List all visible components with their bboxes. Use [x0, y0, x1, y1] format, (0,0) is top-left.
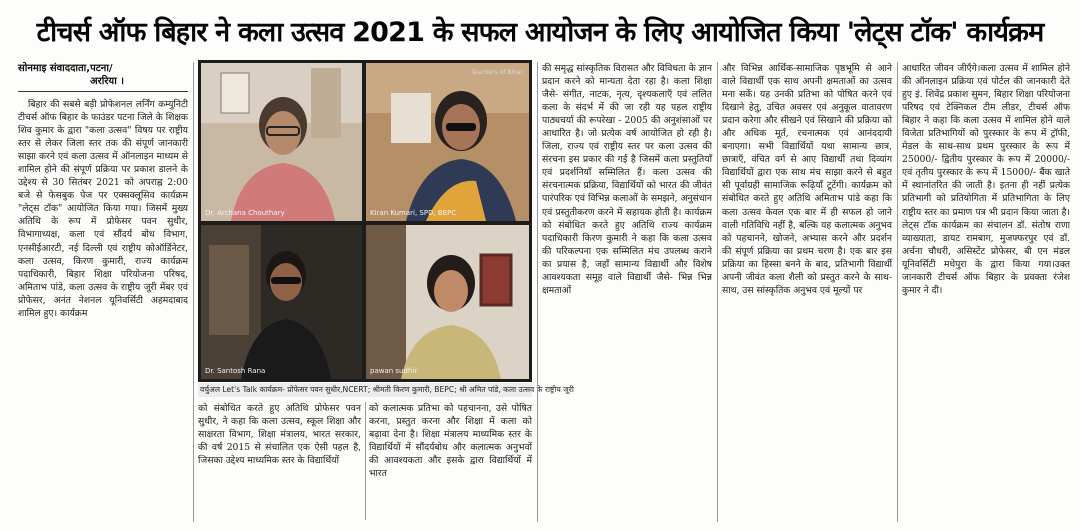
participant-1-name: Dr. Archana Chouthary — [205, 209, 285, 217]
participant-2-name: Kiran Kumari, SPD, BEPC — [370, 209, 457, 217]
participant-4-image — [366, 225, 529, 379]
participant-tile-3 — [201, 225, 362, 379]
byline-location: अररिया । — [90, 76, 125, 87]
column-3-text: को कलात्मक प्रतिभा को पहचानना, उसे पोषित करना, प्रस्तुत करना और शिक्षा में कला को बढ़ावा देना है। शिक्षा मंत्रालय माध्यमिक स्तर के विद्यार्थियों में सौंदर्यबोध और कलात्मक अनुभवों की आवश्यकता और इसके द्वारा विद्यार्थियों में भारत — [369, 403, 532, 480]
column-2-text: को संबोधित करते हुए अतिथि प्रोफेसर पवन सुधीर, ने कहा कि कला उत्सव, स्कूल शिक्षा और साक्षरता विभाग, शिक्षा मंत्रालय, भारत सरकार, की वर्ष 2015 से संचालित एक ऐसी पहल है, जिसका उद्देश्य माध्यमिक स्तर के विद्यार्थियों — [198, 403, 361, 467]
article-column-5 — [722, 62, 892, 520]
participant-3-image — [201, 225, 362, 379]
channel-logo: Teachers of Bihar — [471, 69, 523, 76]
participant-4-name: pawan sudhir — [370, 367, 418, 375]
participant-3-name: Dr. Santosh Rana — [205, 367, 266, 375]
column-rule — [537, 62, 538, 522]
participant-tile-2 — [366, 63, 529, 221]
column-rule — [897, 62, 898, 522]
column-4-text: की समृद्ध सांस्कृतिक विरासत और विविधता के ज्ञान प्रदान करने को मान्यता देता रहा है। कला शिक्षा जैसे- संगीत, नाटक, नृत्य, दृश्यकलाएँ एवं ललित कला के संदर्भ में की जा रही यह पहल राष्ट्रीय पाठ्यचर्या की रूपरेखा - 2005 की अनुशंसाओं पर आधारित है। जो प्रत्येक वर्ष आयोजित हो रही है। जिला, राज्य एवं राष्ट्रीय स्तर पर कला उत्सव की संरचना इस प्रकार की गई है जिसमें कला प्रस्तुतियाँ एवं प्रदर्शनियाँ सम्मिलित हैं। कला उत्सव की संरचनात्मक प्रक्रिया, विद्यार्थियों को भारत की जीवंत पारंपरिक एवं विभिन्न कलाओं के समझने, अनुसंधान एवं प्रस्तुतीकरण करने में सहायक होती है। कार्यक्रम को संबोधित करते हुए अतिथि राज्य कार्यक्रम पदाधिकारी किरण कुमारी ने कहा कि कला उत्सव की परिकल्पना एक सम्मिलित मंच उपलब्ध कराने का प्रयास है, जहाँ सामान्य विद्यार्थी और विशेष आवश्यकता समूह वाले विद्यार्थी जैसे- भिन्न भिन्न क्षमताओं — [542, 63, 712, 296]
video-call-photo — [198, 60, 532, 382]
participant-2-image — [366, 63, 529, 221]
byline-reporter: सोनमाइ संवाददाता,पटना/ — [18, 63, 113, 74]
participant-tile-4 — [366, 225, 529, 379]
article-column-4 — [542, 62, 712, 520]
column-rule — [717, 62, 718, 522]
article-column-2 — [198, 402, 361, 520]
byline-rule — [18, 91, 188, 92]
column-rule — [365, 402, 366, 520]
column-rule — [193, 62, 194, 522]
byline — [18, 62, 188, 88]
participant-1-image — [201, 63, 362, 221]
column-1-text: बिहार की सबसे बड़ी प्रोफेशनल लर्निंग कम्युनिटी टीचर्स ऑफ बिहार के फाउंडर पटना जिले के शिक्षक शिव कुमार के द्वारा "कला उत्सव" विषय पर राष्ट्रीय स्तर से लेकर जिला स्तर तक की संपूर्ण जानकारी साझा करने एवं कला उत्सव में ऑनलाइन माध्यम से शामिल होने की संपूर्ण प्रक्रिया पर प्रकाश डालने के उद्देश्य से 30 सितंबर 2021 को अपराह्न 2:00 बजे से फेसबुक पेज पर एक्सक्लूसिव कार्यक्रम "लेट्स टॉक" आयोजित किया गया। जिसमें मुख्य अतिथि के रूप में प्रोफेसर पवन सुधीर, विभागाध्यक्ष, कला एवं सौंदर्य बोध विभाग, एनसीईआरटी, नई दिल्ली एवं राष्ट्रीय कोऑर्डिनेटर, कला उत्सव, किरण कुमारी, राज्य कार्यक्रम पदाधिकारी, बिहार शिक्षा परियोजना परिषद, अमिताभ पांडे, कला उत्सव के राष्ट्रीय जूरी मेंबर एवं प्रोफेसर, अनंत नेशनल यूनिवर्सिटी अहमदाबाद शामिल हुए। कार्यक्रम — [18, 99, 188, 319]
headline: टीचर्स ऑफ बिहार ने कला उत्सव 2021 के सफल आयोजन के लिए आयोजित किया 'लेट्स टॉक' कार्यक्रम — [36, 16, 1044, 48]
column-5-text: और विभिन्न आर्थिक-सामाजिक पृष्ठभूमि से आने वाले विद्यार्थी एक साथ अपनी क्षमताओं का उत्सव मना सकें। यह उनकी प्रतिभा को पोषित करने एवं दिखाने हेतु, उचित अवसर एवं अनुकूल वातावरण प्रदान करेगा और सीखने एवं सिखाने की प्रक्रिया को और अधिक मूर्त, रचनात्मक एवं आनंददायी बनाएगा। सभी विद्यार्थियों यथा सामान्य छात्र, छात्राएँ, वंचित वर्ग से आए विद्यार्थी तथा दिव्यांग विद्यार्थियों द्वारा एक साथ मंच साझा करने से बहुत सी पूर्वाग्रही सामाजिक रूढ़ियाँ टूटेंगी। कार्यक्रम को संबोधित करते हुए अतिथि अमिताभ पांडे कहा कि कला उत्सव केवल एक बार में ही सफल हो जाने वाली गतिविधि नहीं है, बल्कि यह कलात्मक अनुभव को पहचानने, खोजने, अभ्यास करने और प्रदर्शन की संपूर्ण प्रक्रिया का प्रथम चरण है। एक बार इस प्रक्रिया का हिस्सा बनने के बाद, प्रतिभागी विद्यार्थी अपनी जीवंत कला शैली को प्रस्तुत करने के साथ-साथ, उस सांस्कृतिक अनुभव एवं मूल्यों पर — [722, 63, 892, 296]
column-6-text: आधारित जीवन जीएँगे।कला उत्सव में शामिल होने की ऑनलाइन प्रक्रिया एवं पोर्टल की जानकारी देते हुए इं. शिवेंद्र प्रकाश सुमन, बिहार शिक्षा परियोजना परिषद एवं टेक्निकल टीम लीडर, टीचर्स ऑफ बिहार ने कहा कि कला उत्सव में शामिल होने वाले विजेता प्रतिभागियों को पुरस्कार के रूप में ट्रॉफी, मेडल के साथ-साथ प्रथम पुरस्कार के रूप में 25000/- द्वितीय पुरस्कार के रूप में 20000/- एवं तृतीय पुरस्कार के रूप में 15000/- बैंक खाते में स्थानांतरित की जाती है। इतना ही नहीं प्रत्येक प्रतिभागी को प्रतियोगिता में प्रतिभागिता के लिए राष्ट्रीय स्तर का प्रमाण पत्र भी प्रदान किया जाता है। लेट्स टॉक कार्यक्रम का संचालन डॉ. संतोष राणा व्याख्याता, डायट रामबाग, मुजफ्फरपुर एवं डॉ. अर्चना चौधरी, असिस्टेंट प्रोफेसर, बी एन मंडल यूनिवर्सिटी मधेपुरा के द्वारा किया गया।उक्त जानकारी टीचर्स ऑफ बिहार के प्रवक्ता रंजेश कुमार ने दी। — [902, 63, 1070, 296]
participant-tile-1 — [201, 63, 362, 221]
article-column-6 — [902, 62, 1070, 520]
photo-caption: वर्चुअल Let's Talk कार्यक्रम- प्रोफेसर पवन सुधीर,NCERT; श्रीमती किरण कुमारी, BEPC; श्री अमित पांडे, कला उत्सव के राष्ट्रीय जूरी — [198, 383, 532, 397]
article-column-1 — [18, 98, 188, 518]
article-column-3 — [369, 402, 532, 520]
